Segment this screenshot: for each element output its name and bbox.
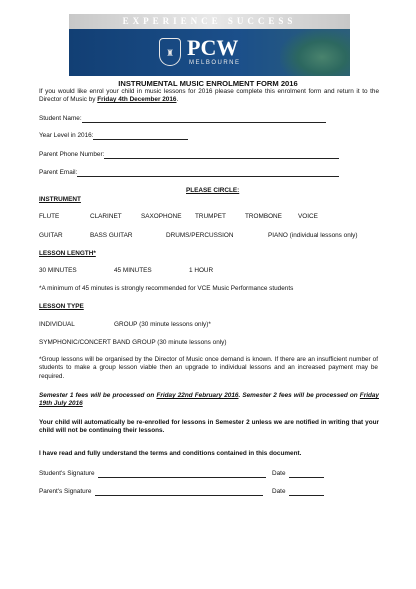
parent-date-row	[272, 488, 324, 496]
parent-signature-field[interactable]	[95, 488, 263, 496]
form-title: INSTRUMENTAL MUSIC ENROLMENT FORM 2016	[118, 79, 298, 88]
year-level-row	[39, 132, 188, 140]
option-clarinet[interactable]: CLARINET	[90, 213, 122, 220]
option-45-minutes[interactable]: 45 MINUTES	[114, 267, 152, 274]
student-date-label: Date	[272, 470, 286, 477]
student-name-label: Student Name:	[39, 115, 82, 122]
option-trumpet[interactable]: TRUMPET	[195, 213, 226, 220]
s1-date: Friday 22nd February 2016	[156, 392, 239, 399]
year-level-label: Year Level in 2016:	[39, 132, 94, 139]
parent-email-field[interactable]	[77, 169, 339, 177]
student-signature-row	[39, 470, 266, 478]
student-date-field[interactable]	[289, 470, 324, 478]
parent-email-label: Parent Email:	[39, 169, 78, 176]
banner-main	[69, 29, 350, 76]
option-flute[interactable]: FLUTE	[39, 213, 60, 220]
lesson-length-note: *A minimum of 45 minutes is strongly recommended for VCE Music Performance students	[39, 285, 294, 292]
intro-deadline: Friday 4th December 2016	[97, 96, 177, 104]
option-1-hour[interactable]: 1 HOUR	[189, 267, 214, 274]
school-logo-sub: MELBOURNE	[189, 60, 241, 66]
parent-signature-label: Parent's Signature	[39, 488, 92, 495]
parent-phone-field[interactable]	[104, 151, 339, 159]
school-banner	[69, 14, 350, 76]
parent-date-field[interactable]	[289, 488, 324, 496]
student-name-field[interactable]	[82, 115, 326, 123]
student-signature-field[interactable]	[98, 470, 266, 478]
option-guitar[interactable]: GUITAR	[39, 232, 63, 239]
option-band-group[interactable]: SYMPHONIC/CONCERT BAND GROUP (30 minute lessons only)	[39, 339, 227, 346]
parent-email-row	[39, 169, 339, 177]
option-group[interactable]: GROUP (30 minute lessons only)*	[114, 321, 211, 328]
please-circle: PLEASE CIRCLE:	[186, 187, 240, 194]
parent-phone-label: Parent Phone Number:	[39, 151, 105, 158]
banner-tagline: EXPERIENCE SUCCESS	[69, 14, 350, 29]
leaf-decoration	[280, 29, 350, 76]
agree-text: I have read and fully understand the terms and conditions contained in this document.	[39, 450, 302, 457]
option-voice[interactable]: VOICE	[298, 213, 318, 220]
group-lesson-note: *Group lessons will be organised by the Director of Music once demand is known. If there are an insufficient number of students to make a group lesson viable then an upgrade to individual lessons and an increased payment may be required.	[39, 356, 378, 380]
reenrol-text: Your child will automatically be re-enrolled for lessons in Semester 2 unless we are notified in writing that your child will not be continuing their lessons.	[39, 419, 379, 435]
parent-date-label: Date	[272, 488, 286, 495]
option-saxophone[interactable]: SAXOPHONE	[141, 213, 182, 220]
student-name-row	[39, 115, 326, 123]
option-30-minutes[interactable]: 30 MINUTES	[39, 267, 77, 274]
school-logo: PCW	[187, 35, 239, 60]
intro-text: If you would like enrol your child in music lessons for 2016 please complete this enrolment form and return it to the Director of Music by Friday 4th December 2016.	[39, 88, 379, 104]
student-date-row	[272, 470, 324, 478]
option-drums[interactable]: DRUMS/PERCUSSION	[166, 232, 234, 239]
option-bass-guitar[interactable]: BASS GUITAR	[90, 232, 133, 239]
option-individual[interactable]: INDIVIDUAL	[39, 321, 75, 328]
lesson-length-heading: LESSON LENGTH*	[39, 250, 96, 257]
instrument-heading: INSTRUMENT	[39, 196, 81, 203]
option-trombone[interactable]: TROMBONE	[245, 213, 282, 220]
crest-icon: ♜	[159, 38, 181, 66]
parent-phone-row	[39, 151, 339, 159]
lesson-type-heading: LESSON TYPE	[39, 303, 84, 310]
year-level-field[interactable]	[93, 132, 188, 140]
student-signature-label: Student's Signature	[39, 470, 95, 477]
s2-date: Friday 19th July 2016	[39, 392, 379, 408]
fees-text: Semester 1 fees will be processed on Friday 22nd February 2016. Semester 2 fees will be processed on Friday 19th July 2016	[39, 392, 379, 408]
parent-signature-row	[39, 488, 263, 496]
option-piano[interactable]: PIANO (individual lessons only)	[268, 232, 358, 239]
